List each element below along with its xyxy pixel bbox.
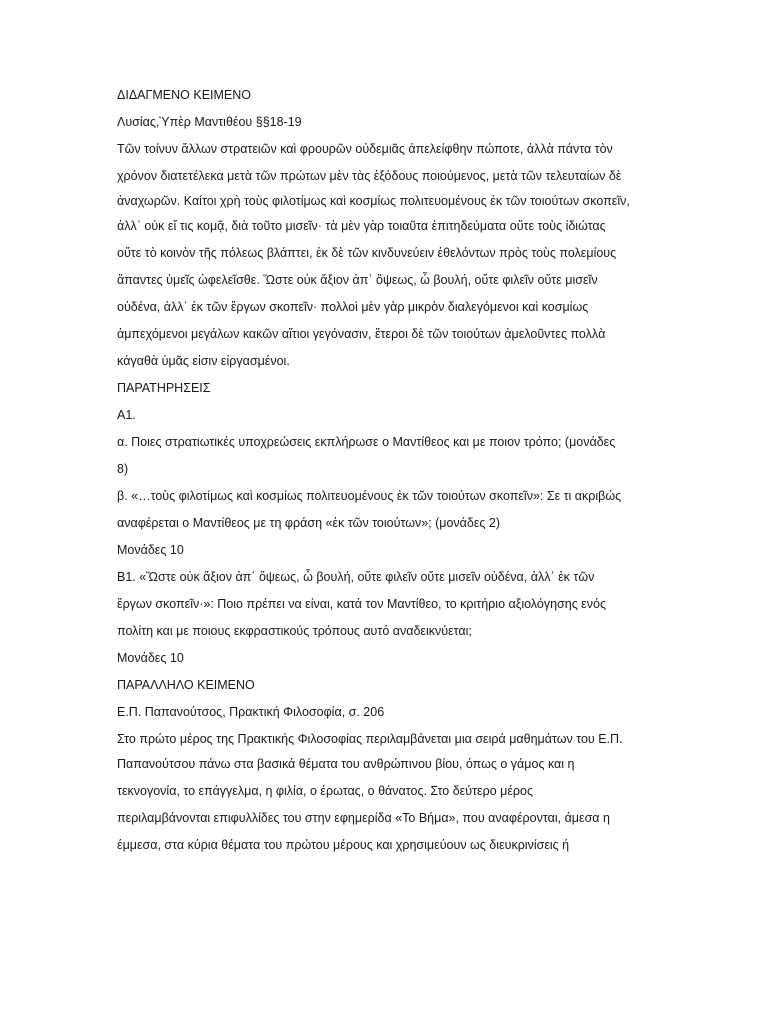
question-number: Α1.: [117, 408, 136, 422]
greek-text-line: οὔτε τὸ κοινὸν τῆς πόλεως βλάπτει, ἐκ δὲ τῶν κινδυνεύειν ἐθελόντων πρὸς τοὺς πολεμίους: [117, 246, 617, 260]
text-source-line: Λυσίας,Ὑπὲρ Μαντιθέου §§18-19: [117, 115, 302, 129]
greek-text-line: Τῶν τοίνυν ἄλλων στρατειῶν καὶ φρουρῶν οὐδεμιᾶς ἀπελείφθην πώποτε, ἀλλὰ πάντα τὸν: [117, 142, 613, 156]
points-label: Μονάδες 10: [117, 543, 184, 557]
points-label: Μονάδες 10: [117, 651, 184, 665]
greek-text-line: ἀναχωρῶν. Καίτοι χρὴ τοὺς φιλοτίμως καὶ κοσμίως πολιτευομένους ἐκ τῶν τοιούτων σκοπεῖν,: [117, 194, 630, 208]
parallel-text-line: τεκνογονία, το επάγγελμα, η φιλία, ο έρωτας, ο θάνατος. Στο δεύτερο μέρος: [117, 784, 533, 798]
greek-text-line: ἅπαντες ὑμεῖς ὠφελεῖσθε. Ὥστε οὐκ ἄξιον ἀπ᾽ ὄψεως, ὦ βουλή, οὔτε φιλεῖν οὔτε μισεῖν: [117, 273, 598, 287]
section-heading-parallel-text: ΠΑΡΑΛΛΗΛΟ ΚΕΙΜΕΝΟ: [117, 678, 255, 692]
parallel-text-line: περιλαμβάνονται επιφυλλίδες του στην εφημερίδα «Το Βήμα», που αναφέρονται, άμεσα η: [117, 811, 610, 825]
greek-text-line: ἀλλ᾽ οὐκ εἴ τις κομᾷ, διὰ τοῦτο μισεῖν· τὰ μὲν γὰρ τοιαῦτα ἐπιτηδεύματα οὔτε τοὺς ἰδιώτας: [117, 219, 606, 233]
parallel-text-line: έμμεσα, στα κύρια θέματα του πρώτου μέρους και χρησιμεύουν ως διευκρινίσεις ή: [117, 838, 570, 852]
question-text-line: Β1. «Ὥστε οὐκ ἄξιον ἀπ᾽ ὄψεως, ὦ βουλή, οὔτε φιλεῖν οὔτε μισεῖν οὐδένα, ἀλλ᾽ ἐκ τῶν: [117, 570, 595, 584]
parallel-text-line: Στο πρώτο μέρος της Πρακτικής Φιλοσοφίας περιλαμβάνεται μια σειρά μαθημάτων του Ε.Π.: [117, 732, 623, 746]
section-heading-taught-text: ΔΙΔΑΓΜΕΝΟ ΚΕΙΜΕΝΟ: [117, 88, 252, 102]
greek-text-line: κἀγαθὰ ὑμᾶς εἰσιν εἰργασμένοι.: [117, 354, 290, 368]
text-source-line: Ε.Π. Παπανούτσος, Πρακτική Φιλοσοφία, σ. 206: [117, 705, 385, 719]
parallel-text-line: Παπανούτσου πάνω στα βασικά θέματα του ανθρώπινου βίου, όπως ο γάμος και η: [117, 757, 575, 771]
question-text-line: 8): [117, 462, 129, 476]
question-text-line: β. «…τοὺς φιλοτίμως καὶ κοσμίως πολιτευομένους ἐκ τῶν τοιούτων σκοπεῖν»: Σε τι ακριβώς: [117, 489, 622, 503]
question-text-line: α. Ποιες στρατιωτικές υποχρεώσεις εκπλήρωσε ο Μαντίθεος και με ποιον τρόπο; (μονάδες: [117, 435, 616, 449]
greek-text-line: ἀμπεχόμενοι μεγάλων κακῶν αἴτιοι γεγόνασιν, ἕτεροι δὲ τῶν τοιούτων ἀμελοῦντες πολλὰ: [117, 327, 606, 341]
section-heading-notes: ΠΑΡΑΤΗΡΗΣΕΙΣ: [117, 381, 211, 395]
greek-text-line: οὐδένα, ἀλλ᾽ ἐκ τῶν ἔργων σκοπεῖν· πολλοὶ μὲν γὰρ μικρὸν διαλεγόμενοι καὶ κοσμίως: [117, 300, 589, 314]
question-text-line: πολίτη και με ποιους εκφραστικούς τρόπους αυτό αναδεικνύεται;: [117, 624, 472, 638]
document-page: [117, 88, 659, 865]
question-text-line: αναφέρεται ο Μαντίθεος με τη φράση «ἐκ τῶν τοιούτων»; (μονάδες 2): [117, 516, 501, 530]
greek-text-line: χρόνον διατετέλεκα μετὰ τῶν πρώτων μὲν τὰς ἐξόδους ποιούμενος, μετὰ τῶν τελευταίων δὲ: [117, 169, 622, 183]
question-text-line: ἔργων σκοπεῖν·»: Ποιο πρέπει να είναι, κατά τον Μαντίθεο, το κριτήριο αξιολόγησης ενός: [117, 597, 606, 611]
